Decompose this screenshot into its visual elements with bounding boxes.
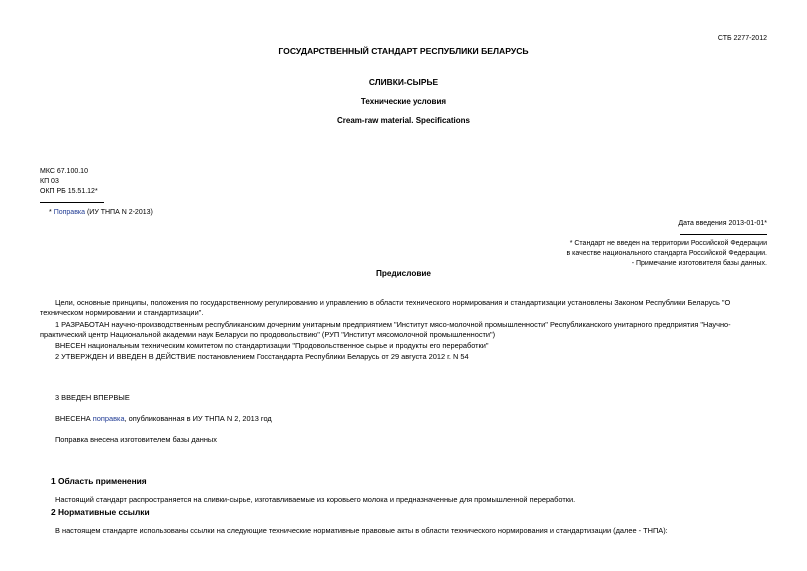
section-1-text: Настоящий стандарт распространяется на сливки-сырье, изготавливаемые из коровьего молока и предназначенные для промышленной переработки. <box>55 495 576 504</box>
footnote-russia-line3: - Примечание изготовителя базы данных. <box>631 260 767 267</box>
footnote-rule-left <box>40 202 104 203</box>
preface-paragraph-db-note: Поправка внесена изготовителем базы данных <box>55 435 217 444</box>
document-title-english: Cream-raw material. Specifications <box>337 116 470 125</box>
amendment-suffix: , опубликованная в ИУ ТНПА N 2, 2013 год <box>124 414 272 423</box>
classifier-okp: ОКП РБ 15.51.12* <box>40 188 98 195</box>
preface-paragraph-submitted: ВНЕСЕН национальным техническим комитетом по стандартизации "Продовольственное сырье и продукты его переработки" <box>55 341 489 350</box>
footnote-star: * <box>49 209 52 216</box>
footnote-russia-line1: * Стандарт не введен на территории Российской Федерации <box>569 240 767 247</box>
document-title: СЛИВКИ-СЫРЬЕ <box>368 77 439 87</box>
preface-paragraph-first-introduced: 3 ВВЕДЕН ВПЕРВЫЕ <box>55 393 130 402</box>
classifier-mks: МКС 67.100.10 <box>40 168 88 175</box>
footnote-amendment-rest: (ИУ ТНПА N 2-2013) <box>85 209 153 216</box>
amendment-prefix: ВНЕСЕНА <box>55 414 93 423</box>
amendment-inline-link[interactable]: поправка <box>92 414 125 423</box>
footnote-russia-line2: в качестве национального стандарта Российской Федерации. <box>566 250 767 257</box>
section-2-text: В настоящем стандарте использованы ссылки на следующие технические нормативные правовые акты в области технического нормирования и стандартизации (далее - ТНПА): <box>55 526 668 535</box>
preface-paragraph-amendment <box>55 414 767 424</box>
document-heading: ГОСУДАРСТВЕННЫЙ СТАНДАРТ РЕСПУБЛИКИ БЕЛАРУСЬ <box>278 46 529 56</box>
preface-paragraph-developed: 1 РАЗРАБОТАН научно-производственным республиканским дочерним унитарным предприятием "Институт мясо-молочной промышленности" Республиканского унитарного предприятия "Научно-практический центр Национальной академии наук Беларуси по продовольствию" (РУП "Институт мясомолочной промышленности") <box>40 320 731 339</box>
document-subtitle: Технические условия <box>360 97 447 106</box>
preface-heading: Предисловие <box>376 269 431 278</box>
classifier-kp: КП 03 <box>40 178 59 185</box>
intro-date: Дата введения 2013-01-01* <box>678 220 767 227</box>
preface-paragraph-goals: Цели, основные принципы, положения по государственному регулированию и управлению в области технического нормирования и стандартизации установлены Законом Республики Беларусь "О техническом нормировании и стандартизации". <box>40 298 731 317</box>
amendment-link[interactable]: Поправка <box>53 209 86 216</box>
section-1-heading: 1 Область применения <box>51 476 147 486</box>
preface-paragraph-approved: 2 УТВЕРЖДЕН И ВВЕДЕН В ДЕЙСТВИЕ постановлением Госстандарта Республики Беларусь от 29 августа 2012 г. N 54 <box>55 352 469 361</box>
footnote-rule-right <box>680 234 767 235</box>
footnote-amendment <box>49 208 153 217</box>
section-2-heading: 2 Нормативные ссылки <box>51 507 150 517</box>
document-code: СТБ 2277-2012 <box>717 35 767 42</box>
